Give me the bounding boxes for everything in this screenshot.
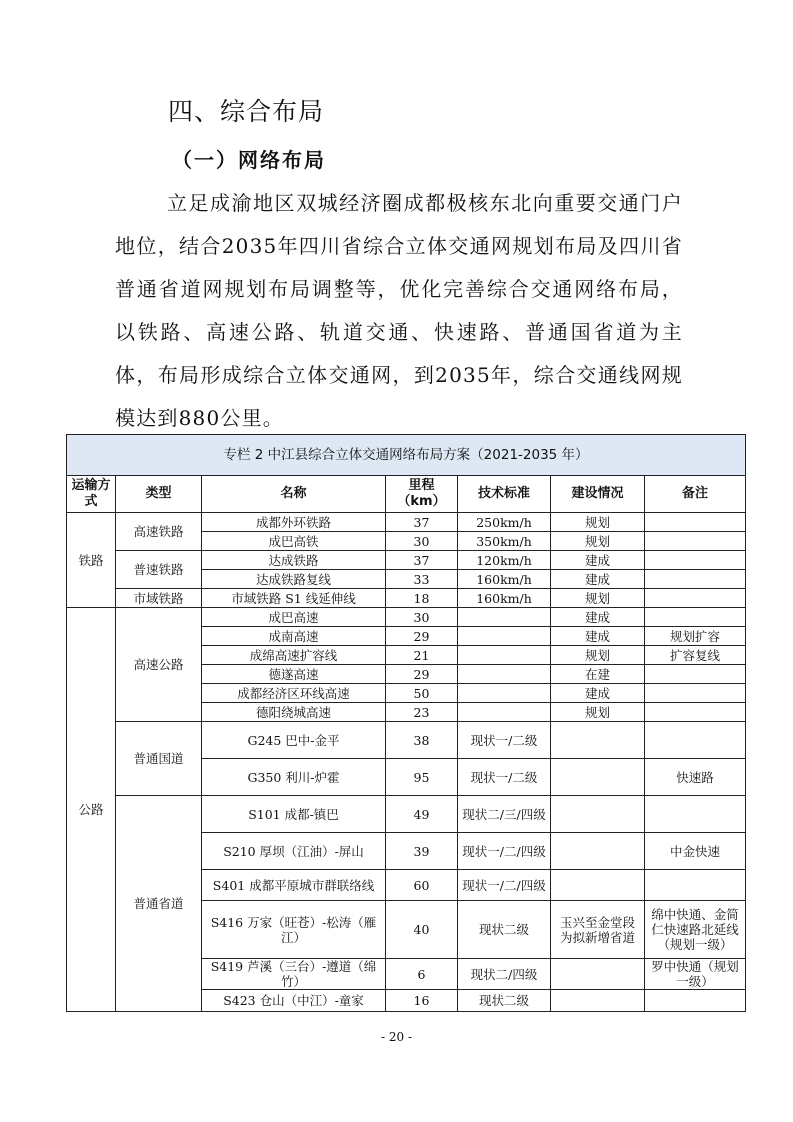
length-cell: 50 — [386, 684, 458, 703]
name-cell: 成都外环铁路 — [202, 513, 386, 532]
name-cell: S401 成都平原城市群联络线 — [202, 870, 386, 901]
status-cell: 规划 — [551, 589, 645, 608]
remark-cell: 绵中快通、金简仁快速路北延线（规划一级） — [645, 901, 746, 959]
length-cell: 29 — [386, 627, 458, 646]
name-cell: 达成铁路复线 — [202, 570, 386, 589]
standard-cell — [458, 684, 551, 703]
name-cell: 德遂高速 — [202, 665, 386, 684]
status-cell: 规划 — [551, 513, 645, 532]
remark-cell: 中金快速 — [645, 833, 746, 870]
length-cell: 60 — [386, 870, 458, 901]
status-cell: 规划 — [551, 703, 645, 722]
length-cell: 16 — [386, 990, 458, 1012]
remark-cell: 快速路 — [645, 759, 746, 796]
length-cell: 40 — [386, 901, 458, 959]
status-cell — [551, 990, 645, 1012]
standard-cell: 现状一/二级 — [458, 722, 551, 759]
remark-cell — [645, 532, 746, 551]
status-cell: 玉兴至金堂段为拟新增省道 — [551, 901, 645, 959]
subsection-heading: （一）网络布局 — [172, 148, 326, 172]
standard-cell — [458, 665, 551, 684]
table-row — [67, 589, 746, 608]
standard-cell: 350km/h — [458, 532, 551, 551]
status-cell: 建成 — [551, 684, 645, 703]
remark-cell — [645, 722, 746, 759]
name-cell: 成都经济区环线高速 — [202, 684, 386, 703]
standard-cell: 120km/h — [458, 551, 551, 570]
header-length: 里程（km） — [386, 476, 458, 513]
name-cell: G245 巴中-金平 — [202, 722, 386, 759]
standard-cell: 现状二/四级 — [458, 959, 551, 990]
status-cell: 规划 — [551, 646, 645, 665]
mode-cell-highway: 公路 — [67, 608, 116, 1012]
table-caption: 专栏 2 中江县综合立体交通网络布局方案（2021-2035 年） — [67, 435, 746, 476]
header-mode: 运输方式 — [67, 476, 116, 513]
type-cell-provincial-road: 普通省道 — [116, 796, 202, 1012]
name-cell: 成南高速 — [202, 627, 386, 646]
name-cell: S419 芦溪（三台）-遵道（绵竹） — [202, 959, 386, 990]
remark-cell — [645, 665, 746, 684]
standard-cell — [458, 703, 551, 722]
status-cell: 建成 — [551, 551, 645, 570]
name-cell: S210 厚坝（江油）-屏山 — [202, 833, 386, 870]
standard-cell: 现状一/二级 — [458, 759, 551, 796]
name-cell: 达成铁路 — [202, 551, 386, 570]
type-cell-city-rail: 市域铁路 — [116, 589, 202, 608]
remark-cell: 扩容复线 — [645, 646, 746, 665]
page-number: - 20 - — [380, 1030, 412, 1044]
status-cell: 在建 — [551, 665, 645, 684]
type-cell-high-speed-rail: 高速铁路 — [116, 513, 202, 551]
standard-cell: 现状二级 — [458, 990, 551, 1012]
status-cell: 建成 — [551, 570, 645, 589]
remark-cell — [645, 990, 746, 1012]
table-row — [67, 796, 746, 833]
length-cell: 30 — [386, 532, 458, 551]
status-cell — [551, 959, 645, 990]
remark-cell — [645, 796, 746, 833]
remark-cell — [645, 551, 746, 570]
remark-cell — [645, 703, 746, 722]
section-heading: 四、综合布局 — [168, 97, 325, 126]
standard-cell: 现状二/三/四级 — [458, 796, 551, 833]
header-name: 名称 — [202, 476, 386, 513]
header-status: 建设情况 — [551, 476, 645, 513]
body-paragraph: 立足成渝地区双城经济圈成都极核东北向重要交通门户地位，结合2035年四川省综合立体交通网规划布局及四川省普通省道网规划布局调整等，优化完善综合交通网络布局，以铁路、高速公路、轨道交通、快速路、普通国省道为主体，布局形成综合立体交通网，到2035年，综合交通线网规模达到880公里。 — [115, 191, 683, 430]
standard-cell — [458, 627, 551, 646]
remark-cell: 规划扩容 — [645, 627, 746, 646]
name-cell: 成巴高铁 — [202, 532, 386, 551]
type-cell-normal-rail: 普速铁路 — [116, 551, 202, 589]
name-cell: S101 成都-镇巴 — [202, 796, 386, 833]
table-row — [67, 513, 746, 532]
status-cell — [551, 870, 645, 901]
remark-cell — [645, 513, 746, 532]
name-cell: 成巴高速 — [202, 608, 386, 627]
name-cell: S423 仓山（中江）-童家 — [202, 990, 386, 1012]
remark-cell: 罗中快通（规划一级） — [645, 959, 746, 990]
name-cell: S416 万家（旺苍）-松涛（雁江） — [202, 901, 386, 959]
name-cell: G350 利川-炉霍 — [202, 759, 386, 796]
table-row — [67, 608, 746, 627]
status-cell — [551, 833, 645, 870]
standard-cell: 160km/h — [458, 570, 551, 589]
length-cell: 37 — [386, 551, 458, 570]
standard-cell: 250km/h — [458, 513, 551, 532]
length-cell: 37 — [386, 513, 458, 532]
length-cell: 38 — [386, 722, 458, 759]
length-cell: 49 — [386, 796, 458, 833]
standard-cell: 160km/h — [458, 589, 551, 608]
name-cell: 市域铁路 S1 线延伸线 — [202, 589, 386, 608]
remark-cell — [645, 870, 746, 901]
header-standard: 技术标准 — [458, 476, 551, 513]
length-cell: 39 — [386, 833, 458, 870]
standard-cell: 现状一/二/四级 — [458, 870, 551, 901]
type-cell-expressway: 高速公路 — [116, 608, 202, 722]
remark-cell — [645, 684, 746, 703]
standard-cell: 现状二级 — [458, 901, 551, 959]
status-cell: 建成 — [551, 608, 645, 627]
type-cell-national-road: 普通国道 — [116, 722, 202, 796]
standard-cell: 现状一/二/四级 — [458, 833, 551, 870]
length-cell: 30 — [386, 608, 458, 627]
length-cell: 6 — [386, 959, 458, 990]
remark-cell — [645, 570, 746, 589]
name-cell: 成绵高速扩容线 — [202, 646, 386, 665]
status-cell — [551, 722, 645, 759]
status-cell — [551, 759, 645, 796]
length-cell: 95 — [386, 759, 458, 796]
length-cell: 21 — [386, 646, 458, 665]
remark-cell — [645, 589, 746, 608]
table-row — [67, 551, 746, 570]
network-layout-table — [66, 434, 746, 1012]
mode-cell-railway: 铁路 — [67, 513, 116, 608]
status-cell — [551, 796, 645, 833]
name-cell: 德阳绕城高速 — [202, 703, 386, 722]
table-row — [67, 722, 746, 759]
length-cell: 29 — [386, 665, 458, 684]
header-remark: 备注 — [645, 476, 746, 513]
length-cell: 33 — [386, 570, 458, 589]
remark-cell — [645, 608, 746, 627]
standard-cell — [458, 646, 551, 665]
status-cell: 建成 — [551, 627, 645, 646]
status-cell: 规划 — [551, 532, 645, 551]
length-cell: 23 — [386, 703, 458, 722]
length-cell: 18 — [386, 589, 458, 608]
standard-cell — [458, 608, 551, 627]
header-type: 类型 — [116, 476, 202, 513]
